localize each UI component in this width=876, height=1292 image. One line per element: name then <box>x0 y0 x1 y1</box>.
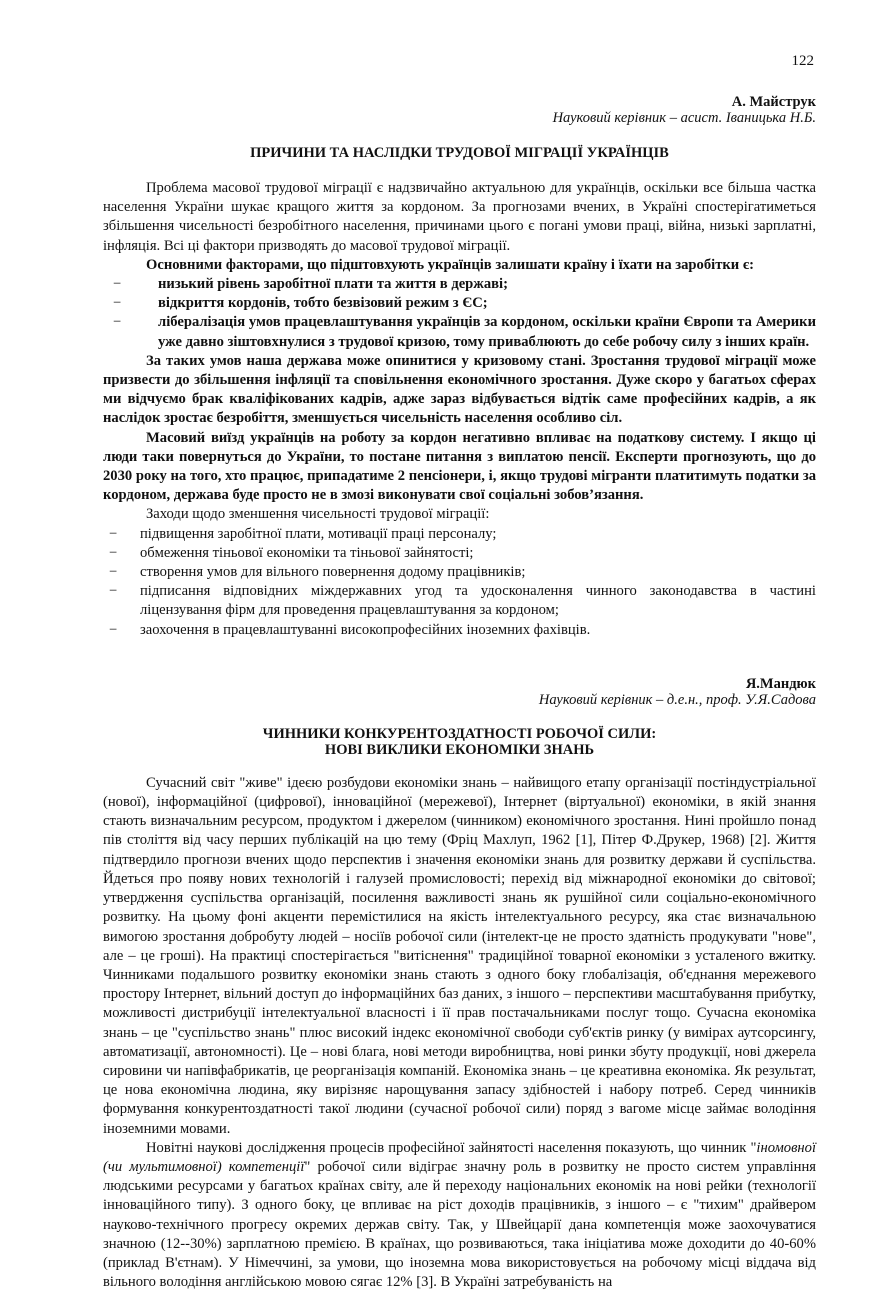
list-item: − підвищення заробітної плати, мотивації праці персоналу; <box>103 525 816 544</box>
article2-supervisor: Науковий керівник – д.е.н., проф. У.Я.Садова <box>538 691 816 708</box>
article2-title-line1: ЧИННИКИ КОНКУРЕНТОЗДАТНОСТІ РОБОЧОЇ СИЛИ: <box>262 725 657 742</box>
paragraph-text: Новітні наукові дослідження процесів професійної зайнятості населення показують, що чинник " <box>146 1139 757 1156</box>
article1-title: ПРИЧИНИ ТА НАСЛІДКИ ТРУДОВОЇ МІГРАЦІЇ УКРАЇНЦІВ <box>250 145 669 161</box>
article2-paragraph: Сучасний світ "живе" ідеєю розбудови економіки знань – найвищого етапу організації постіндустріальної (нової), інформаційної (цифрової), інноваційної (мережевої), Інтернет (віртуальної) економіки, в якій знання стають визначальним ресурсом, продуктом і джерелом (чинником) економічного зростання. Нині пройшло понад пів століття від часу перших публікацій на цю тему (Фріц Махлуп, 1962 [1], Пітер Ф.Друкер, 1968) [2]. Життя підтвердило прогнози вчених щодо перспектив і значення економіки знань для розвитку держави й суспільства. Йдеться про появу нових технологій і галузей промисловості; перехід від міжнародної економіки до світової; утвердження суспільства організацій, посилення важливості знань як рушійної сили соціально-економічного розвитку. На цьому фоні акценти перемістилися на якість інтелектуального ресурсу, яка стає визначальною вимогою зростання добробуту людей – носіїв робочої сили (інтелект-це не просто здатність продукувати "нове", але – це гроші). На практиці спостерігається "витіснення" традиційної товарної економіки з усталеного вжитку. Чинниками подальшого розвитку економіки знань стають з одного боку глобалізація, об'єднання мережевого простору Інтернет, вільний доступ до інформаційних баз даних, з іншого – перспективи масштабування прибутку, можливості дистрибуції інтелектуальної власності і її прав постачальниками послуг тощо. Сучасна економіка знань – це "суспільство знань" плюс високий індекс економічної свободи суб'єктів ринку (у вимірах аутсорсингу, автоматизації, автономності). Це – нові блага, нові методи виробництва, нові ринки збуту продукції, нові джерела сировини чи напівфабрикатів, це реорганізація компаній. Економіка знань – це креативна економіка. Як результат, це нова економічна людина, яку вирізняє нарощування запасу здібностей і набору потреб. Серед чинників формування конкурентоздатності такої людини (сучасної робочої сили) поряд з вагоме місце займає володіння іноземними мовами. <box>103 774 816 1137</box>
page-number: 122 <box>791 53 814 69</box>
list-item: − створення умов для вільного повернення додому працівників; <box>103 563 816 582</box>
article1-factors-list <box>103 275 816 352</box>
document-page <box>103 0 816 1292</box>
article1-supervisor: Науковий керівник – асист. Іваницька Н.Б. <box>552 110 816 126</box>
article2-author: Я.Мандюк <box>745 675 816 692</box>
italic-term: іномовної (чи мультимовної) компетенції <box>103 1139 816 1175</box>
article1-paragraph: Заходи щодо зменшення чисельності трудової міграції: <box>146 506 490 523</box>
list-item: − лібералізація умов працевлаштування українців за кордоном, оскільки країни Європи та Америки уже давно зіштовхнулися з трудової кризою, тому приваблюють до себе робочу силу з інших країн. <box>103 313 816 351</box>
article1-measures-list <box>103 525 816 640</box>
list-item: − відкриття кордонів, тобто безвізовий режим з ЄС; <box>103 294 816 313</box>
article1-paragraph: Масовий виїзд українців на роботу за кордон негативно впливає на податкову систему. І якщо ці люди таки повернуться до України, то постане питання з виплатою пенсії. Експерти прогнозують, що до 2030 року на того, хто працює, припадатиме 2 пенсіонери, і, якщо трудові мігранти платитимуть податки за кордоном, держава буде просто не в змозі виконувати свої соціальні зобов’язання. <box>103 429 816 504</box>
article2-paragraph <box>103 1139 816 1292</box>
article2-title-line2: НОВІ ВИКЛИКИ ЕКОНОМІКИ ЗНАНЬ <box>324 741 595 758</box>
list-item: − обмеження тіньової економіки та тіньової зайнятості; <box>103 544 816 563</box>
article1-author: А. Майструк <box>731 94 816 110</box>
list-item: − заохочення в працевлаштуванні високопрофесійних іноземних фахівців. <box>103 621 816 640</box>
paragraph-text: " робочої сили відіграє значну роль в розвитку не просто систем управління людськими ресурсами у багатьох країнах світу, але й переходу національних економік на нові рейки (технології інноваційного типу). З одного боку, це впливає на ріст доходів працівників, з іншого – є "тихим" драйвером науково-технічного прогресу окремих держав світу. Так, у Швейцарії дана компетенція може заохочуватися значною (12--30%) зарплатною премією. В країнах, що розвиваються, така ініціатива може доходити до 40-60% (приклад В'єтнам). У Німеччині, за умови, що іноземна мова використовується на робочому місці віддача від вільного володіння англійською мовою сягає 12% [3]. В Україні затребуваність на <box>103 1158 816 1291</box>
list-item: − низький рівень заробітної плати та життя в державі; <box>103 275 816 294</box>
article1-paragraph: За таких умов наша держава може опинитися у кризовому стані. Зростання трудової міграції може призвести до збільшення інфляції та сповільнення економічного зростання. Дуже скоро у багатьох сферах ми відчуємо брак кваліфікованих кадрів, адже зараз відбувається відтік саме професійних кадрів, а як наслідок зростає безробіття, зменшується чисельність населення особливо сіл. <box>103 352 816 427</box>
list-item: − підписання відповідних міждержавних угод та удосконалення чинного законодавства в частині ліцензування фірм для проведення працевлаштування за кордоном; <box>103 582 816 620</box>
article1-paragraph: Основними факторами, що підштовхують українців залишати країну і їхати на заробітки є: <box>146 256 754 273</box>
article1-paragraph: Проблема масової трудової міграції є надзвичайно актуальною для українців, оскільки все більша частка населення України шукає кращого життя за кордоном. За прогнозами вчених, в Україні спостерігатиметься збільшення чисельності безробітного населення, причинами цього є погані умови праці, війна, низькі зарплатні, інфляція. Всі ці фактори призводять до масової трудової міграції. <box>103 180 816 254</box>
